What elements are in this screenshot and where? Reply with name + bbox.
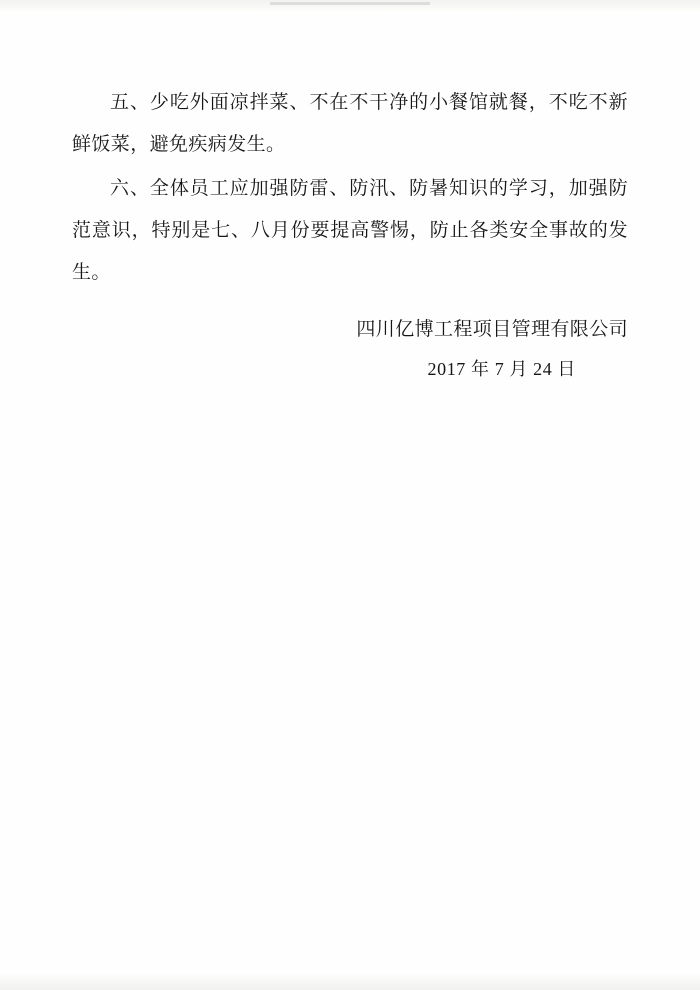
scan-edge-bottom <box>0 972 700 990</box>
document-body <box>72 82 628 294</box>
scan-artifact-mark <box>270 2 430 5</box>
signature-company: 四川亿博工程项目管理有限公司 <box>356 319 628 340</box>
signature-block <box>228 310 628 388</box>
paragraph-six: 六、全体员工应加强防雷、防汛、防暑知识的学习，加强防范意识，特别是七、八月份要提高警惕，防止各类安全事故的发生。 <box>72 178 628 283</box>
signature-date: 2017 年 7 月 24 日 <box>427 359 576 379</box>
paragraph-five: 五、少吃外面凉拌菜、不在不干净的小餐馆就餐，不吃不新鲜饭菜，避免疾病发生。 <box>72 92 628 155</box>
